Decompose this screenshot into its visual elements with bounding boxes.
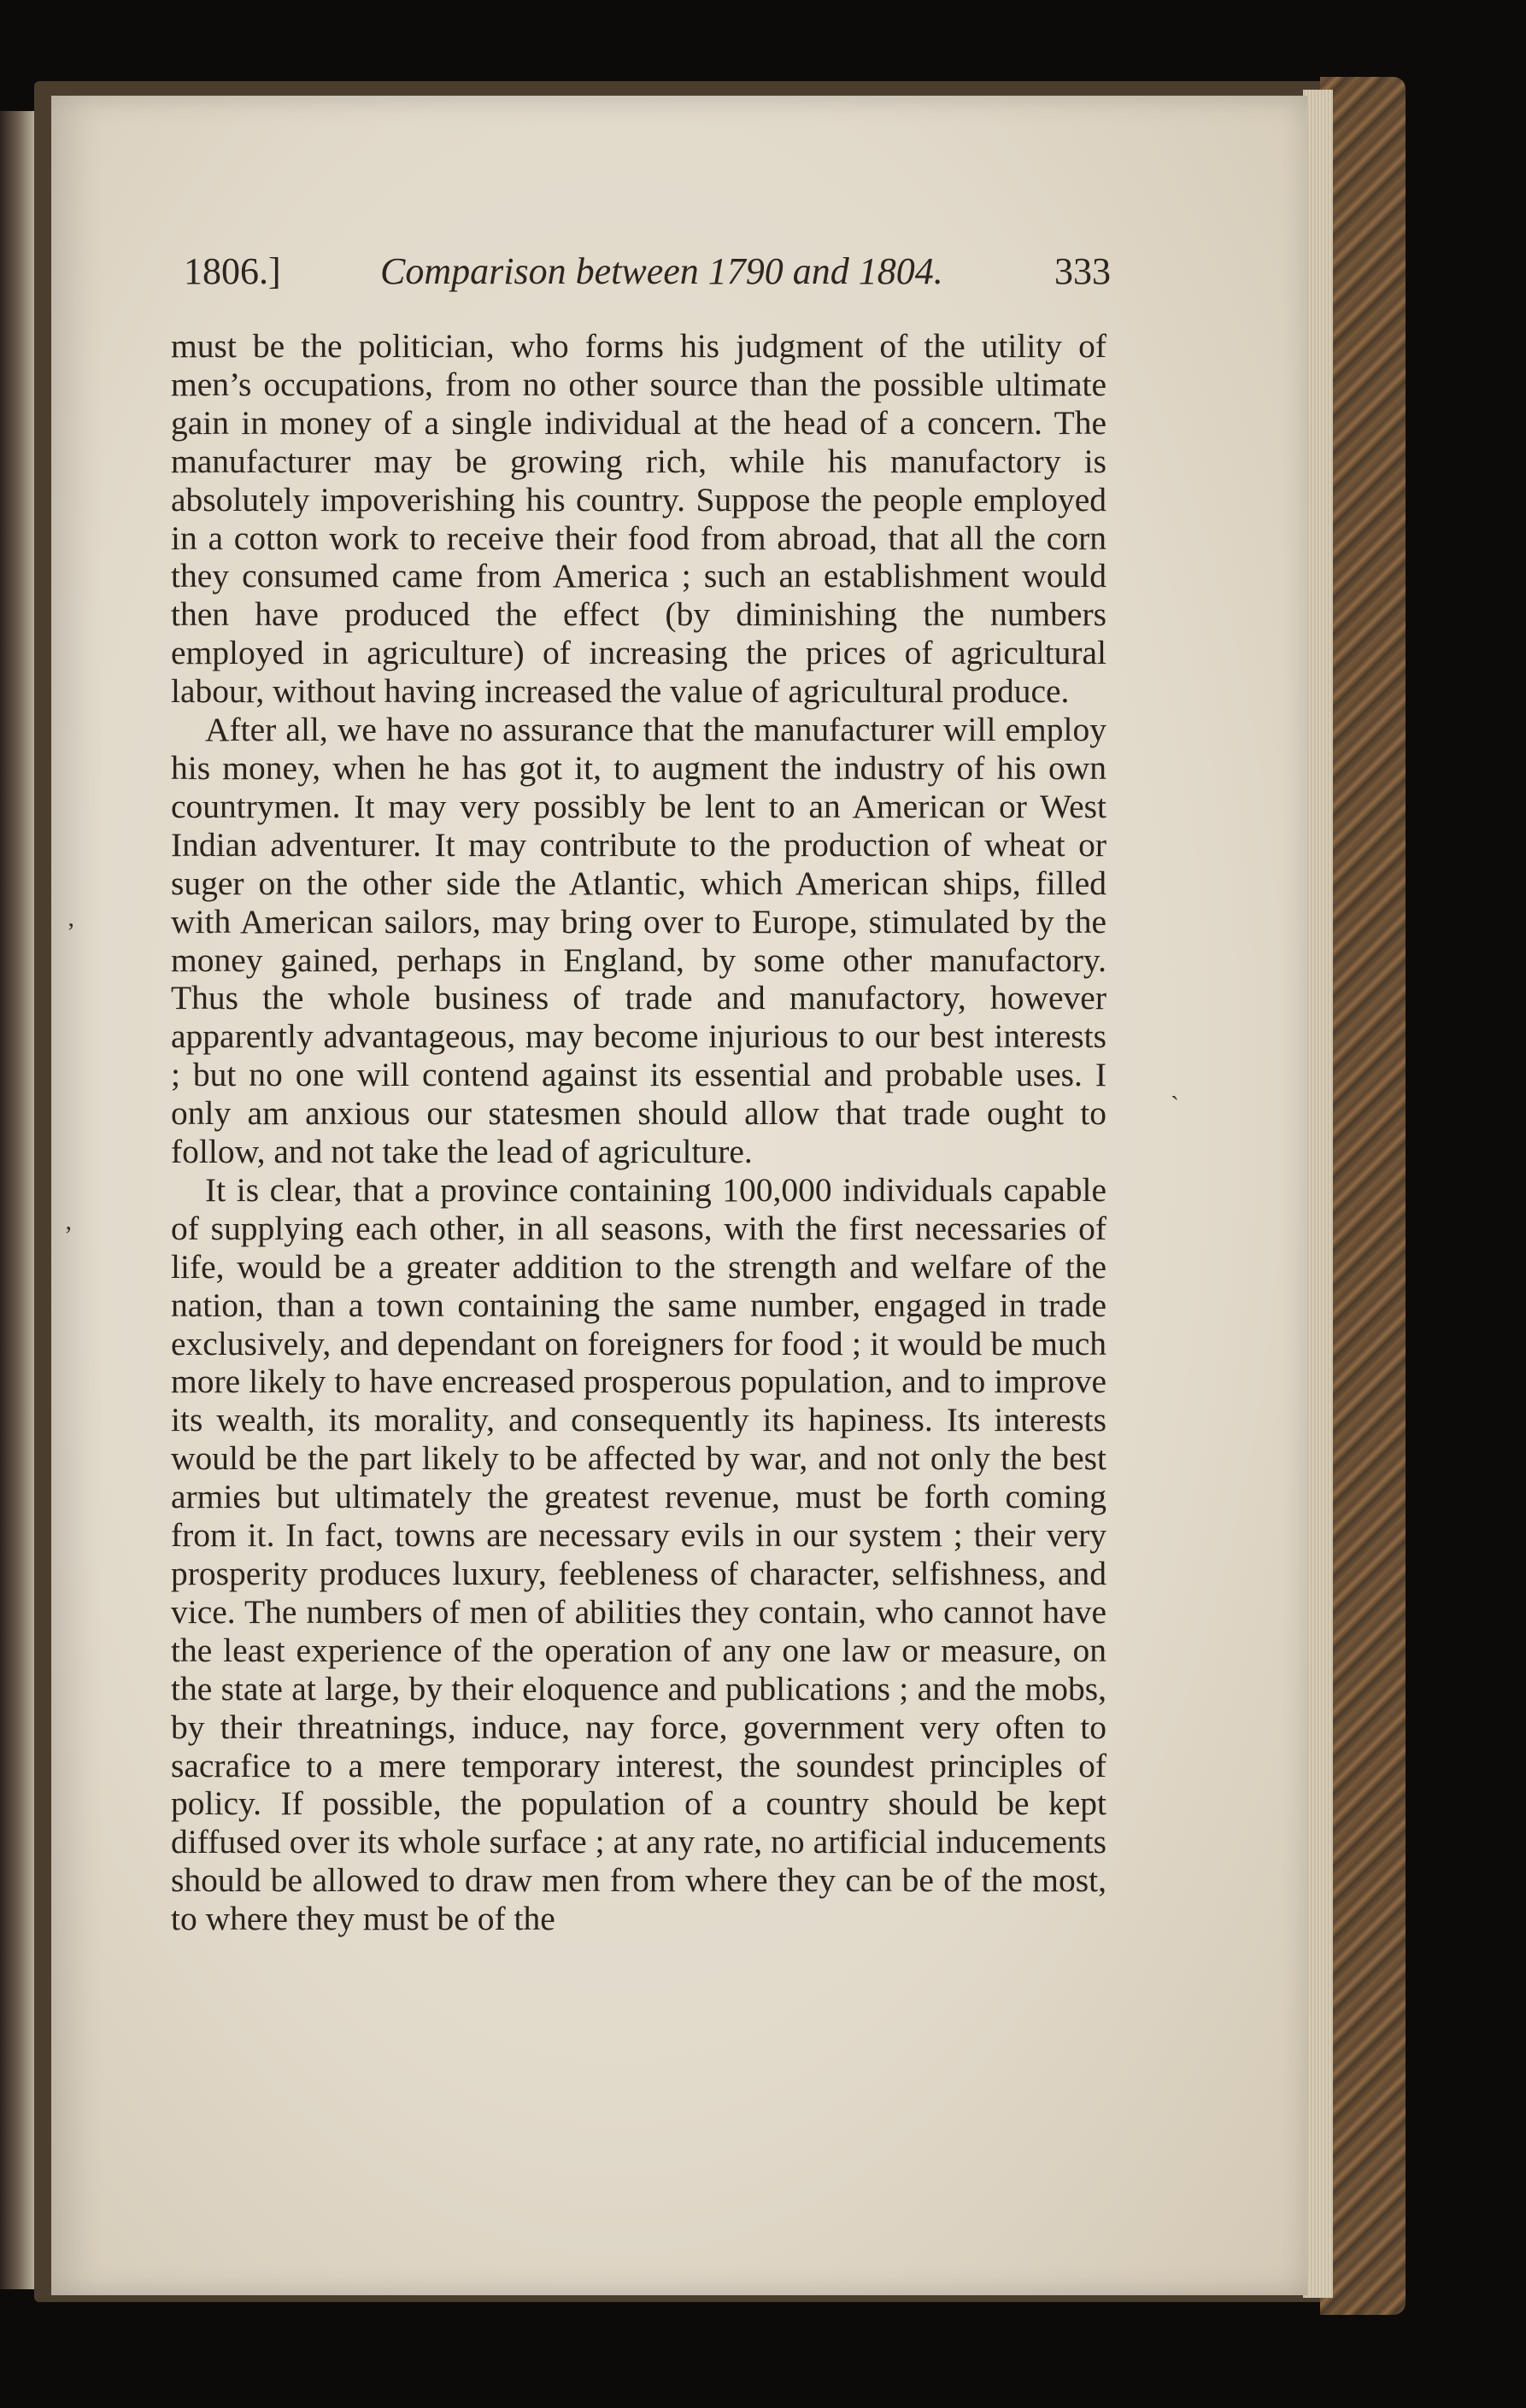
margin-mark: ˏ: [1171, 1072, 1179, 1100]
header-year: 1806.]: [184, 250, 281, 292]
header-title: Comparison between 1790 and 1804.: [380, 250, 943, 292]
paragraph-1: must be the politician, who forms his judgment of the utility of men’s occupations, from no other source than the possible ultimate gain in money of a single individual at the head of a concern. The manufacturer may be growing rich, while his manufactory is absolutely impoverishing his country. Suppose the people employed in a cotton work to receive their food from abroad, that all the corn they consumed came from America ; such an establishment would then have produced the effect (by diminishing the numbers employed in agriculture) of increasing the prices of agricultural labour, without having increased the value of agricultural produce.: [171, 327, 1106, 711]
page-number: 333: [1054, 250, 1111, 292]
page-fore-edge: [1303, 90, 1333, 2298]
paragraph-2: After all, we have no assurance that the manufacturer will employ his money, when he has got it, to augment the industry of his own countrymen. It may very possibly be lent to an American or West Indian adventurer. It may contribute to the production of wheat or suger on the other side the Atlantic, which American ships, filled with American sailors, may bring over to Europe, stimulated by the money gained, perhaps in England, by some other manufactory. Thus the whole business of trade and manufactory, however apparently advantageous, may become injurious to our best interests ; but no one will contend against its essential and probable uses. I only am anxious our statesmen should allow that trade ought to follow, and not take the lead of agriculture.: [171, 711, 1106, 1171]
paragraph-3: It is clear, that a province containing 100,000 individuals capable of supplying each other, in all seasons, with the first necessaries of life, would be a greater addition to the strength and welfare of the nation, than a town containing the same number, engaged in trade exclusively, and dependant on foreigners for food ; it would be much more likely to have encreased prosperous population, and to improve its wealth, its morality, and consequently its hapiness. Its interests would be the part likely to be affected by war, and not only the best armies but ultimately the greatest revenue, must be forth coming from it. In fact, towns are necessary evils in our system ; their very prosperity produces luxury, feebleness of character, selfishness, and vice. The numbers of men of abilities they contain, who cannot have the least experience of the operation of any one law or measure, on the state at large, by their eloquence and publications ; and the mobs, by their threatnings, induce, nay force, government very often to sacrafice to a mere temporary interest, the soundest principles of policy. If possible, the population of a country should be kept diffused over its whole surface ; at any rate, no artificial inducements should be allowed to draw men from where they can be of the most, to where they must be of the: [171, 1170, 1106, 1938]
running-header: [184, 249, 1119, 299]
body-text: [171, 327, 1106, 1938]
book-cover-edge: [1320, 77, 1406, 2315]
margin-mark: ʼ: [64, 1222, 73, 1250]
margin-mark: ʼ: [67, 918, 75, 946]
left-page-edge: [0, 111, 34, 2289]
